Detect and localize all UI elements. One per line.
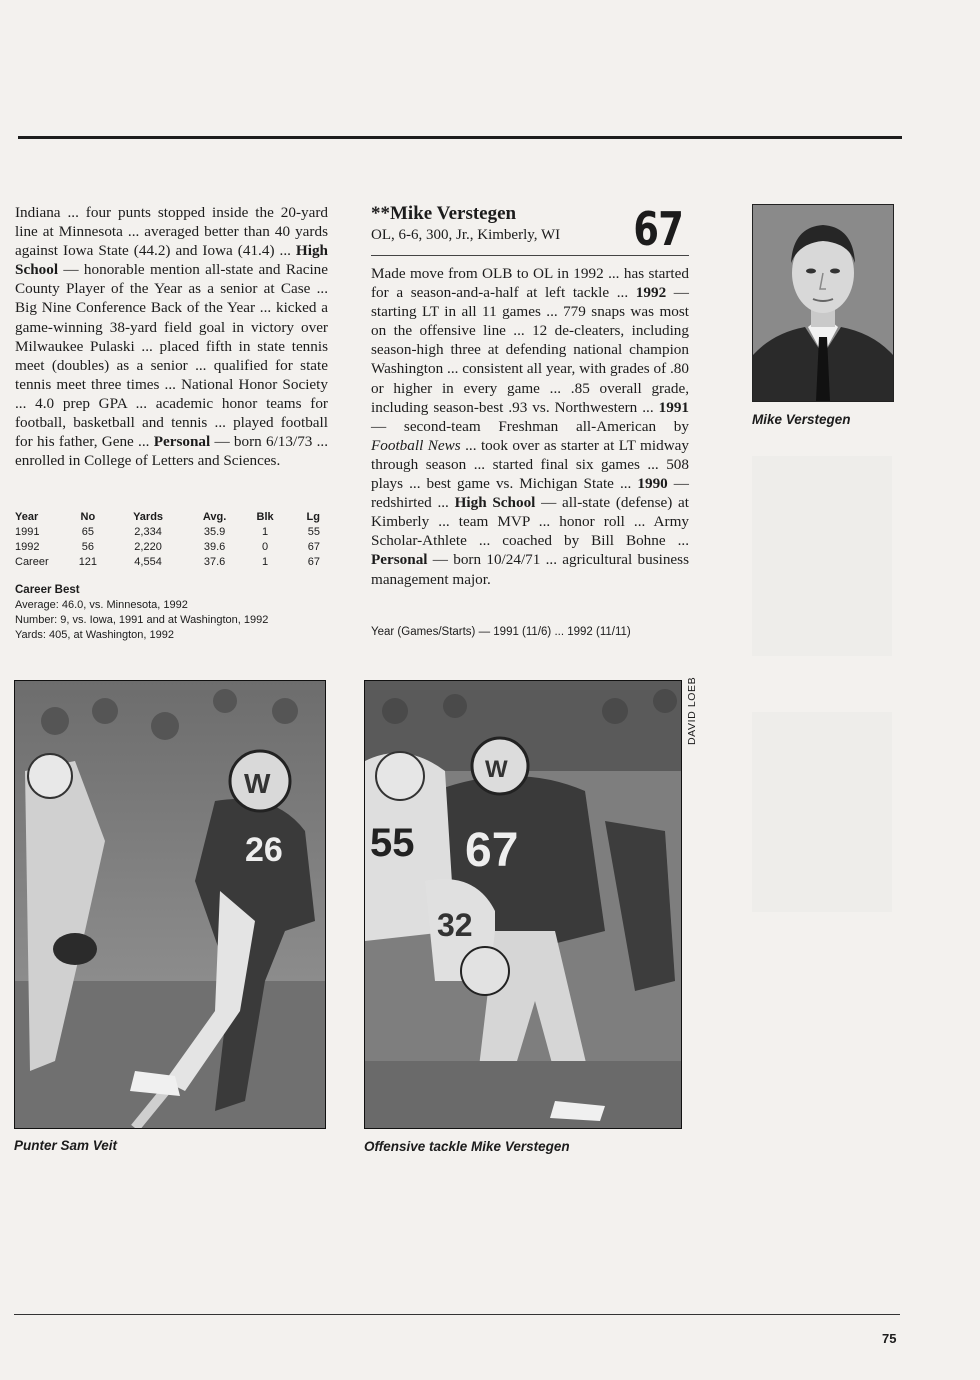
punter-caption: Punter Sam Veit	[14, 1138, 118, 1153]
tackle-photo-illustration	[365, 681, 681, 1128]
col-header: Year	[15, 510, 39, 523]
headshot-caption: Mike Verstegen	[752, 412, 851, 427]
cell: 4,554	[134, 555, 162, 568]
cell: 67	[307, 555, 320, 568]
bio-text: — born 10/24/71 ... agricultural business management major.	[371, 551, 689, 588]
bio-text: Indiana ... four punts stopped inside the 20-yard line at Minnesota ... averaged better than 40 yards against Iowa State (44.2) and Iowa (41.4) ...	[15, 204, 328, 260]
cell: 67	[307, 540, 320, 553]
bleed-through-panel	[752, 456, 892, 656]
player-header	[371, 203, 689, 256]
svg-text:W: W	[244, 768, 271, 799]
tackle-caption: Offensive tackle Mike Verstegen	[364, 1139, 570, 1154]
cell: 1992	[15, 540, 40, 553]
career-best-heading: Career Best	[15, 584, 80, 596]
col-header: Yards	[133, 510, 164, 523]
action-photo-punter	[14, 680, 326, 1129]
personal-label: Personal	[371, 551, 428, 569]
punter-photo-illustration	[15, 681, 325, 1128]
table-row	[15, 554, 320, 569]
bio-text: — all-state (defense) at Kimberly ... team MVP ... honor roll ... Army Scholar-Athlete ... coached by Bill Bohne ...	[371, 494, 689, 550]
player-name: **Mike Verstegen	[371, 203, 517, 224]
cell: 2,220	[134, 540, 162, 553]
cell: 37.6	[203, 555, 226, 568]
career-best-line: Average: 46.0, vs. Minnesota, 1992	[15, 599, 188, 611]
cell: 65	[81, 525, 94, 538]
bio-text: — starting LT in all 11 games ... 779 snaps was most on the offensive line ... 12 de-cleaters, including season-high three at defending national champion Washington ... consistent all year, with grades of .80 or higher in every game ... .85 overall grade, including season-best .93 vs. Northwestern ...	[371, 284, 689, 416]
svg-text:32: 32	[437, 907, 473, 943]
bottom-rule	[14, 1314, 900, 1315]
punting-stats-table	[15, 509, 320, 569]
publication-name: Football News	[371, 436, 461, 454]
cell: 121	[78, 555, 98, 568]
cell: 0	[262, 540, 269, 553]
portrait-illustration	[753, 205, 893, 401]
col-header: No	[80, 510, 96, 523]
cell: 2,334	[134, 525, 162, 538]
player-info: OL, 6-6, 300, Jr., Kimberly, WI	[371, 227, 561, 243]
cell: 1	[262, 525, 269, 538]
cell: 35.9	[203, 525, 226, 538]
career-best-line: Yards: 405, at Washington, 1992	[15, 629, 174, 641]
cell: 55	[307, 525, 320, 538]
svg-text:55: 55	[370, 821, 415, 865]
cell: 56	[81, 540, 94, 553]
col-header: Avg.	[202, 510, 227, 523]
cell: 1	[262, 555, 269, 568]
cell: Career	[15, 555, 49, 568]
year-label: 1991	[658, 398, 689, 416]
col-header: Blk	[256, 510, 274, 523]
svg-text:26: 26	[245, 831, 283, 869]
photo-credit: DAVID LOEB	[686, 676, 698, 745]
stats-header-row	[15, 509, 320, 524]
cell: 1991	[15, 525, 40, 538]
table-row	[15, 539, 320, 554]
career-best-line: Number: 9, vs. Iowa, 1991 and at Washington, 1992	[15, 614, 269, 626]
bio-text: — honorable mention all-state and Racine County Player of the Year as a senior at Case ... Big Nine Conference Back of the Year ... kicked a game-winning 38-yard field goal in victory over Milwaukee Pulaski ... placed fifth in state tennis meet (doubles) as a senior ... qualified for state tennis meet three times ... National Honor Society ... 4.0 prep GPA ... academic honor teams for football, basketball and tennis ... played football for his father, Gene ...	[15, 261, 328, 451]
bio-text: — redshirted ...	[371, 475, 689, 512]
bio-text: — second-team Freshman all-American by	[371, 417, 689, 435]
top-rule	[18, 136, 902, 139]
svg-text:67: 67	[465, 824, 519, 877]
year-label: 1992	[635, 284, 667, 302]
page-number: 75	[882, 1331, 897, 1346]
col-header: Lg	[306, 510, 320, 523]
table-row	[15, 524, 320, 539]
svg-text:W: W	[485, 756, 508, 783]
bio-text: Made move from OLB to OL in 1992 ... has started for a season-and-a-half at left tackle ...	[371, 265, 689, 302]
jersey-number: 67	[633, 202, 683, 256]
high-school-label: High School	[454, 494, 536, 512]
action-photo-tackle	[364, 680, 682, 1129]
punter-bio	[15, 203, 328, 470]
player-bio	[371, 264, 689, 589]
career-best	[15, 583, 335, 643]
bio-text: ... took over as starter at LT midway through season ... started final six games ... 508 plays ... best game vs. Michigan State ...	[371, 436, 689, 493]
personal-label: Personal	[153, 433, 211, 451]
cell: 39.6	[203, 540, 226, 553]
high-school-label: High School	[15, 242, 328, 279]
year-label: 1990	[637, 475, 668, 493]
games-starts-line: Year (Games/Starts) — 1991 (11/6) ... 1992 (11/11)	[371, 626, 631, 638]
bleed-through-panel	[752, 712, 892, 912]
bio-text: — born 6/13/73 ... enrolled in College of Letters and Sciences.	[15, 433, 329, 470]
headshot-photo	[752, 204, 894, 402]
